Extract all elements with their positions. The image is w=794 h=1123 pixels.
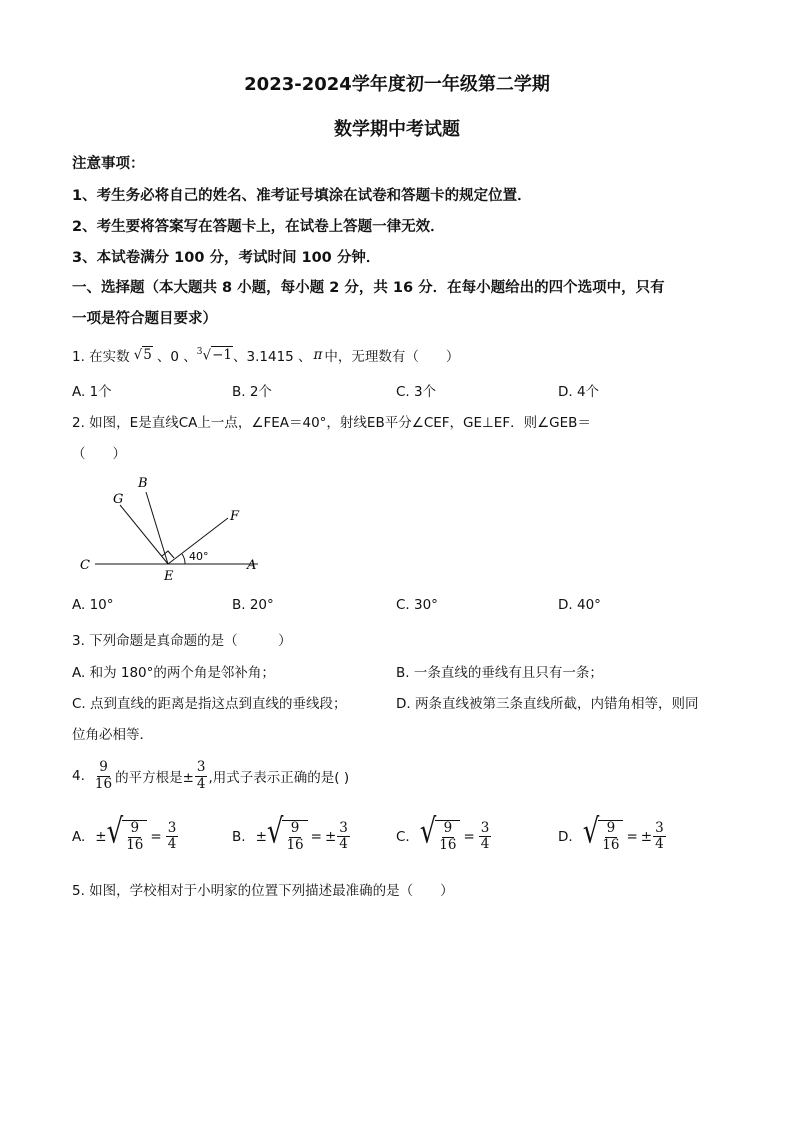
fraction-numerator: 9 (443, 820, 453, 836)
lhs-sign: ± (255, 828, 267, 845)
fraction-denominator: 4 (480, 836, 490, 853)
radicand (598, 820, 623, 853)
q1-prefix: 1. 在实数 (72, 349, 130, 365)
fraction-3-4 (195, 760, 208, 792)
q3-option-d: D. 两条直线被第三条直线所截，内错角相等，则同 (396, 696, 699, 712)
fraction-9-16 (93, 760, 114, 792)
equals-sign: = (626, 828, 638, 845)
label-e: E (164, 569, 174, 584)
rhs-fraction (337, 821, 350, 853)
fraction-numerator: 9 (290, 820, 300, 836)
q1-suffix: 中，无理数有（ ） (324, 349, 460, 365)
label-f: F (230, 509, 240, 524)
rhs-fraction (166, 821, 179, 853)
question-4-stem (72, 760, 349, 792)
fraction-numerator: 3 (196, 759, 206, 775)
exam-subtitle: 数学期中考试题 (334, 119, 460, 140)
label-b: B (138, 476, 148, 491)
option-label: C. (396, 828, 410, 845)
section-heading-cont: 一项是符合题目要求） (72, 311, 217, 327)
q2-option-a: A. 10° (72, 597, 114, 613)
square-root (266, 812, 308, 853)
fraction-denominator: 16 (94, 775, 113, 792)
question-2-stem: 2. 如图，E是直线CA上一点，∠FEA＝40°，射线EB平分∠CEF，GE⊥EF．则∠GEB＝ (72, 415, 591, 431)
square-root (582, 812, 624, 853)
note-3: 3、本试卷满分 100 分，考试时间 100 分钟． (72, 250, 381, 266)
fraction-denominator: 16 (439, 836, 457, 853)
option-label: B. (232, 828, 246, 845)
q3-option-c: C. 点到直线的距离是指这点到直线的垂线段； (72, 696, 347, 712)
rhs-fraction (653, 821, 666, 853)
fraction-denominator: 4 (339, 836, 348, 853)
q1-option-d: D. 4个 (558, 384, 600, 400)
fraction-numerator: 9 (130, 820, 140, 836)
fraction-denominator: 4 (196, 775, 206, 792)
radical-sign-icon: √ (106, 812, 124, 852)
option-label: D. (558, 828, 573, 845)
option-label: A. (72, 828, 86, 845)
fraction-numerator: 3 (480, 819, 490, 836)
question-2-stem-cont: （ ） (72, 446, 126, 462)
section-heading: 一、选择题（本大题共 8 小题，每小题 2 分，共 16 分．在每小题给出的四个选项中，只有 (72, 280, 665, 296)
sqrt-5-expression: √5 (133, 347, 152, 363)
ray-eg (120, 505, 168, 564)
radicand (282, 820, 307, 853)
cube-root-expression: $^3$√−1 (196, 346, 233, 364)
q4-option-b (232, 812, 351, 853)
cube-root-index: 3 (196, 346, 203, 357)
q2-option-d: D. 40° (558, 597, 601, 613)
radicand-fraction (600, 821, 621, 853)
angle-arc (182, 554, 185, 564)
q3-option-b: B. 一条直线的垂线有且只有一条； (396, 665, 603, 681)
fraction-numerator: 9 (606, 820, 616, 836)
equals-sign: = (150, 828, 162, 845)
equals-sign: = (310, 828, 322, 845)
fraction-denominator: 4 (167, 836, 177, 853)
radicand (122, 820, 147, 853)
rhs-fraction (479, 821, 492, 853)
q4-number: 4. (72, 768, 85, 785)
right-angle-mark (162, 551, 174, 558)
q4-option-c (396, 812, 492, 853)
fraction-denominator: 4 (655, 836, 664, 853)
exam-title: 2023-2024学年度初一年级第二学期 (244, 74, 550, 95)
q2-option-b: B. 20° (232, 597, 274, 613)
radicand-fraction (124, 821, 145, 853)
q4-option-d (558, 812, 667, 853)
equals-sign: = (463, 828, 475, 845)
fraction-denominator: 16 (602, 836, 620, 853)
radicand-fraction (284, 821, 305, 853)
q1-option-b: B. 2个 (232, 384, 272, 400)
fraction-numerator: 3 (655, 819, 664, 836)
lhs-sign: ± (95, 828, 107, 845)
label-c: C (80, 558, 90, 573)
fraction-numerator: 3 (339, 819, 348, 836)
label-a: A (247, 558, 257, 573)
radicand (435, 820, 460, 853)
note-2: 2、考生要将答案写在答题卡上，在试卷上答题一律无效． (72, 219, 445, 235)
angle-figure (60, 470, 290, 585)
q1-option-a: A. 1个 (72, 384, 112, 400)
sqrt-5-radicand: 5 (143, 347, 152, 363)
notes-heading: 注意事项： (72, 156, 145, 172)
fraction-numerator: 9 (99, 759, 108, 775)
q4-option-a (72, 812, 179, 853)
fraction-denominator: 16 (126, 836, 144, 853)
q4-mid-text: 的平方根是± (115, 770, 194, 787)
q2-option-c: C. 30° (396, 597, 438, 613)
q1-separator-2: 、3.1415 、 (233, 349, 312, 365)
q1-option-c: C. 3个 (396, 384, 437, 400)
q3-option-a: A. 和为 180°的两个角是邻补角； (72, 665, 275, 681)
rhs-sign: ± (324, 828, 337, 845)
question-1-stem (72, 345, 459, 365)
question-5-stem: 5. 如图，学校相对于小明家的位置下列描述最准确的是（ ） (72, 883, 454, 899)
cube-root-radicand: −1 (212, 347, 233, 364)
pi-symbol: π (313, 347, 323, 363)
square-root (419, 812, 461, 853)
square-root (106, 812, 148, 853)
radical-sign-icon: √ (582, 812, 600, 852)
radicand-fraction (437, 821, 458, 853)
radical-sign-icon: √ (266, 812, 284, 852)
rhs-sign: ± (640, 828, 653, 845)
label-g: G (113, 492, 124, 507)
angle-label-40: 40° (189, 550, 209, 563)
q3-option-d-cont: 位角必相等． (72, 727, 153, 743)
fraction-numerator: 3 (167, 819, 177, 836)
radical-sign-icon: √ (419, 812, 437, 852)
q4-suffix: ,用式子表示正确的是( ) (208, 770, 350, 787)
fraction-denominator: 16 (286, 836, 304, 853)
note-1: 1、考生务必将自己的姓名、准考证号填涂在试卷和答题卡的规定位置． (72, 188, 532, 204)
q1-separator-1: 、0 、 (156, 349, 197, 365)
question-3-stem: 3. 下列命题是真命题的是（ ） (72, 633, 292, 649)
